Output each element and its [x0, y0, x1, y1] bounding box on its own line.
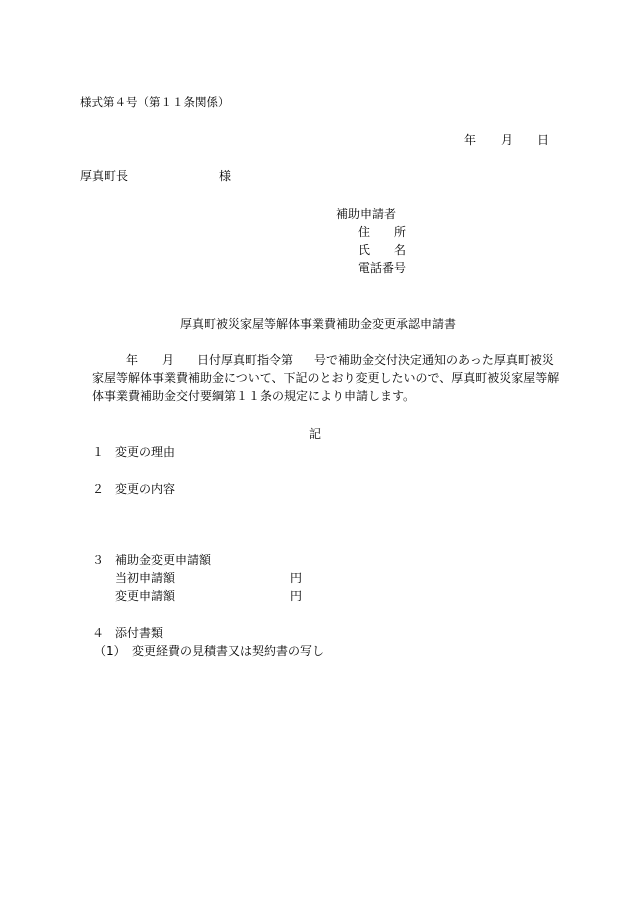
body-month: 月	[162, 353, 175, 367]
form-number: 様式第４号（第１１条関係）	[80, 95, 230, 109]
body-line1-part1: 日付厚真町指令第	[197, 353, 294, 367]
ki-marker: 記	[309, 427, 322, 441]
section-1-label: 変更の理由	[115, 445, 176, 459]
date-month: 月	[501, 133, 514, 147]
section-4-number: ４	[92, 626, 105, 640]
applicant-heading: 補助申請者	[336, 207, 397, 221]
attachment-item-1-number: （1）	[94, 644, 126, 658]
document-title: 厚真町被災家屋等解体事業費補助金変更承認申請書	[180, 317, 457, 331]
section-3-number: ３	[92, 553, 105, 567]
body-year: 年	[126, 353, 139, 367]
initial-amount-unit: 円	[290, 571, 303, 585]
applicant-phone-label: 電話番号	[358, 261, 407, 275]
body-line2: 家屋等解体事業費補助金について、下記のとおり変更したいので、厚真町被災家屋等解	[92, 371, 560, 385]
section-4-label: 添付書類	[115, 626, 164, 640]
body-line3: 体事業費補助金交付要綱第１１条の規定により申請します。	[92, 389, 416, 403]
date-year: 年	[464, 133, 477, 147]
section-2-label: 変更の内容	[115, 482, 176, 496]
section-2-number: ２	[92, 482, 105, 496]
section-1-number: １	[92, 445, 105, 459]
body-line1-part2: 号で補助金交付決定通知のあった厚真町被災	[314, 353, 554, 367]
initial-amount-label: 当初申請額	[115, 571, 176, 585]
addressee-honorific: 様	[219, 169, 232, 183]
attachment-item-1-text: 変更経費の見積書又は契約書の写し	[132, 644, 325, 658]
changed-amount-label: 変更申請額	[115, 589, 176, 603]
applicant-name-label: 氏 名	[358, 243, 407, 257]
addressee-name: 厚真町長	[80, 169, 129, 183]
changed-amount-unit: 円	[290, 589, 303, 603]
applicant-address-label: 住 所	[358, 225, 407, 239]
section-3-label: 補助金変更申請額	[115, 553, 212, 567]
date-day: 日	[537, 133, 550, 147]
